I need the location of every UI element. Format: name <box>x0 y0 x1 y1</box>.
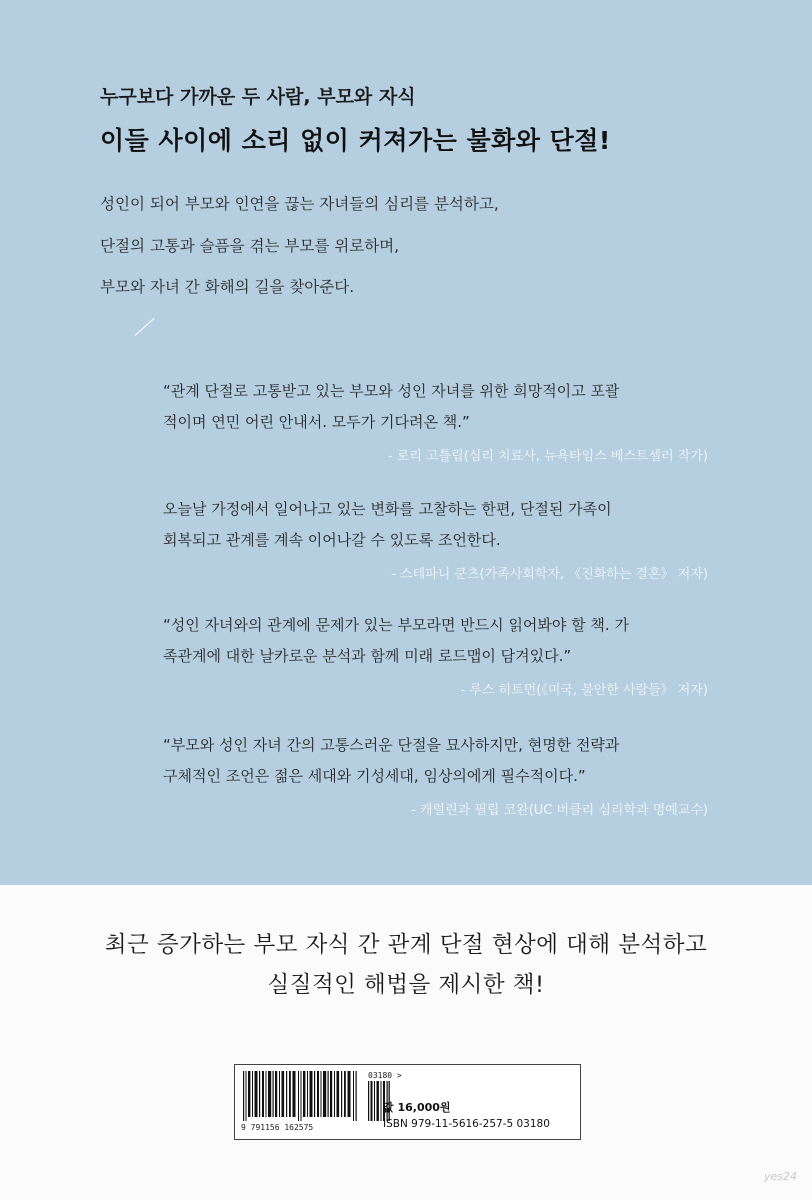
endorsement-1-line-2: 적이며 연민 어린 안내서. 모두가 기다려온 책.” <box>163 413 470 431</box>
endorsement-4-line-2: 구체적인 조언은 젊은 세대와 기성세대, 임상의에게 필수적이다.” <box>163 767 586 785</box>
endorsement-2-line-2: 회복되고 관계를 계속 이어나갈 수 있도록 조언한다. <box>163 531 501 549</box>
watermark: yes24 <box>764 1170 798 1183</box>
intro-line-1: 성인이 되어 부모와 인연을 끊는 자녀들의 심리를 분석하고, <box>100 195 499 213</box>
endorsement-1-line-1: “관계 단절로 고통받고 있는 부모와 성인 자녀를 위한 희망적이고 포괄 <box>163 382 620 400</box>
isbn-label: ISBN 979-11-5616-257-5 03180 <box>383 1118 550 1130</box>
barcode-box <box>234 1064 581 1140</box>
endorsement-3-line-1: “성인 자녀와의 관계에 문제가 있는 부모라면 반드시 읽어봐야 할 책. 가 <box>163 616 629 634</box>
endorsement-4-line-1: “부모와 성인 자녀 간의 고통스러운 단절을 묘사하지만, 현명한 전략과 <box>163 736 620 754</box>
endorsement-3-line-2: 족관계에 대한 날카로운 분석과 함께 미래 로드맵이 담겨있다.” <box>163 647 572 665</box>
endorsement-4-source: - 캐럴린과 필립 코완(UC 버클리 심리학과 명예교수) <box>411 803 708 818</box>
barcode-main <box>241 1071 361 1121</box>
intro-line-2: 단절의 고통과 슬픔을 겪는 부모를 위로하며, <box>100 237 400 255</box>
endorsement-1-source: - 로리 고틀립(심리 치료사, 뉴욕타임스 베스트셀러 작가) <box>387 449 708 464</box>
tagline-line-2: 실질적인 해법을 제시한 책! <box>267 972 545 998</box>
endorsement-2-line-1: 오늘날 가정에서 일어나고 있는 변화를 고찰하는 한편, 단절된 가족이 <box>163 500 612 518</box>
endorsement-3-source: - 루스 히트먼(《미국, 불안한 사람들》 저자) <box>460 683 708 698</box>
barcode-main-number: 9 791156 162575 <box>241 1123 314 1132</box>
intro-line-3: 부모와 자녀 간 화해의 길을 찾아준다. <box>100 278 355 296</box>
tagline-line-1: 최근 증가하는 부모 자식 간 관계 단절 현상에 대해 분석하고 <box>104 932 708 958</box>
endorsement-2-source: - 스테파니 쿤츠(가족사회학자, 《진화하는 결혼》 저자) <box>391 567 708 582</box>
price-label: 값 16,000원 <box>383 1101 451 1114</box>
barcode-addon-number: 03180 > <box>368 1071 402 1080</box>
subtitle: 누구보다 가까운 두 사람, 부모와 자식 <box>100 86 416 108</box>
headline: 이들 사이에 소리 없이 커져가는 불화와 단절! <box>100 126 611 155</box>
